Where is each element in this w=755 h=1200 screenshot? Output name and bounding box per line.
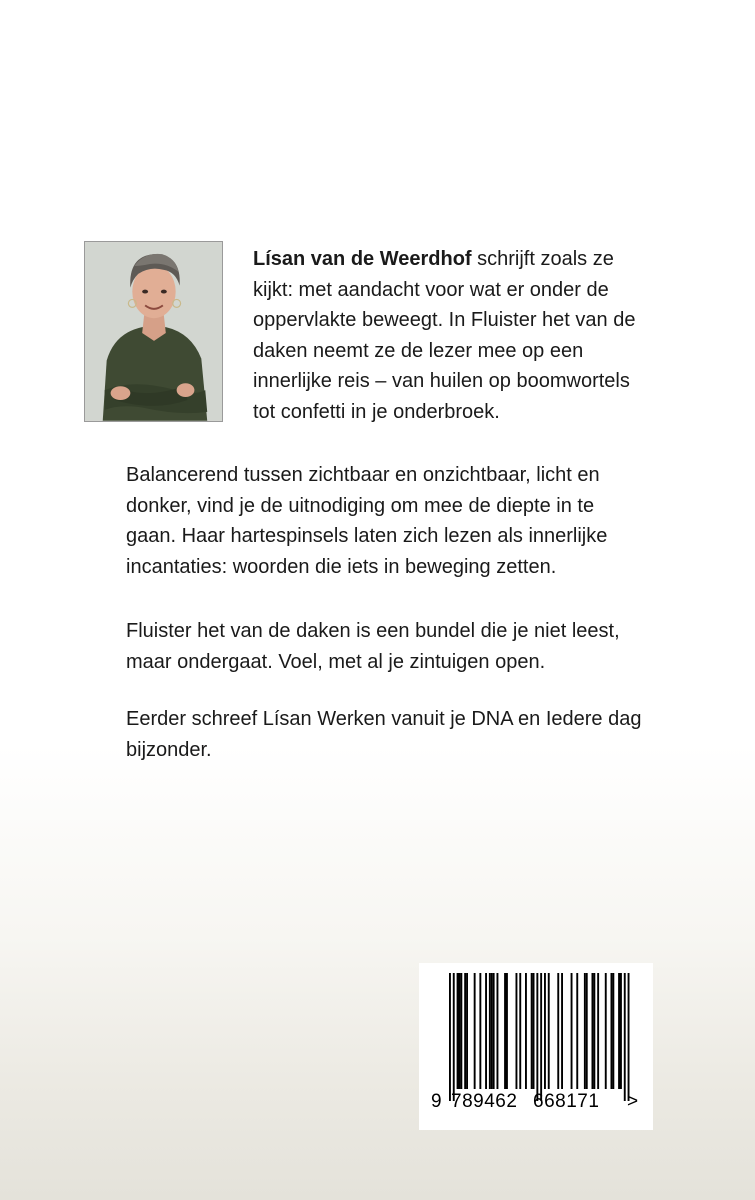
barcode-guard-bar xyxy=(449,973,451,1101)
barcode-bar xyxy=(544,973,546,1089)
isbn-right-group: 668171 xyxy=(533,1091,600,1112)
barcode-bar xyxy=(584,973,586,1089)
author-name: Lísan van de Weerdhof xyxy=(253,248,472,270)
barcode-bar xyxy=(459,973,461,1089)
barcode-bar xyxy=(586,973,588,1089)
barcode-bar xyxy=(592,973,594,1089)
barcode-bar xyxy=(597,973,599,1089)
author-photo xyxy=(84,241,223,422)
barcode-bar xyxy=(557,973,559,1089)
intro-text: schrijft zoals ze kijkt: met aandacht voor wat er onder de oppervlakte beweegt. In Fluister het van de daken neemt ze de lezer mee op een innerlijke reis – van huilen op boomwortels tot confetti in je onderbroek. xyxy=(253,248,636,423)
barcode-bar xyxy=(561,973,563,1089)
isbn-end-mark: > xyxy=(627,1091,639,1112)
barcode-guard-bar xyxy=(624,973,626,1101)
barcode-guard-bar xyxy=(628,973,630,1101)
barcode-bar xyxy=(485,973,487,1089)
barcode-bar xyxy=(489,973,491,1089)
paragraph-previous-works: Eerder schreef Lísan Werken vanuit je DNA en Iedere dag bijzonder. xyxy=(126,708,642,761)
barcode-bar xyxy=(466,973,468,1089)
barcode-bar xyxy=(620,973,622,1089)
barcode-bar xyxy=(571,973,573,1089)
isbn-left-group: 789462 xyxy=(451,1091,518,1112)
barcode-bar xyxy=(548,973,550,1089)
barcode-bar xyxy=(506,973,508,1089)
barcode-bar xyxy=(519,973,521,1089)
paragraph-balance: Balancerend tussen zichtbaar en onzichtbaar, licht en donker, vind je de uitnodiging om mee de diepte in te gaan. Haar hartespinsels laten zich lezen als innerlijke incantaties: woorden die iets in beweging zetten. xyxy=(126,464,608,578)
isbn-barcode xyxy=(419,963,653,1130)
barcode-bar xyxy=(474,973,476,1089)
barcode-guard-bar xyxy=(540,973,542,1101)
barcode-guard-bar xyxy=(536,973,538,1101)
barcode-bar xyxy=(612,973,614,1089)
barcode-bar xyxy=(491,973,493,1089)
barcode-bar xyxy=(457,973,459,1089)
isbn-number xyxy=(419,1091,653,1121)
author-intro xyxy=(253,244,653,427)
barcode-bar xyxy=(533,973,535,1089)
barcode-bar xyxy=(525,973,527,1089)
barcode-bar xyxy=(593,973,595,1089)
barcode-bar xyxy=(493,973,495,1089)
barcode-bar xyxy=(531,973,533,1089)
barcode-bar xyxy=(497,973,499,1089)
barcode-bar xyxy=(504,973,506,1089)
isbn-first-digit: 9 xyxy=(431,1091,443,1112)
barcode-bar xyxy=(576,973,578,1089)
barcode-bar xyxy=(516,973,518,1089)
barcode-bar xyxy=(611,973,613,1089)
barcode-bar xyxy=(618,973,620,1089)
barcode-bar xyxy=(605,973,607,1089)
barcode-bar xyxy=(479,973,481,1089)
barcode-guard-bar xyxy=(453,973,455,1101)
barcode-bar xyxy=(460,973,462,1089)
barcode-bar xyxy=(464,973,466,1089)
paragraph-bundle: Fluister het van de daken is een bundel die je niet leest, maar ondergaat. Voel, met al je zintuigen open. xyxy=(126,620,620,673)
